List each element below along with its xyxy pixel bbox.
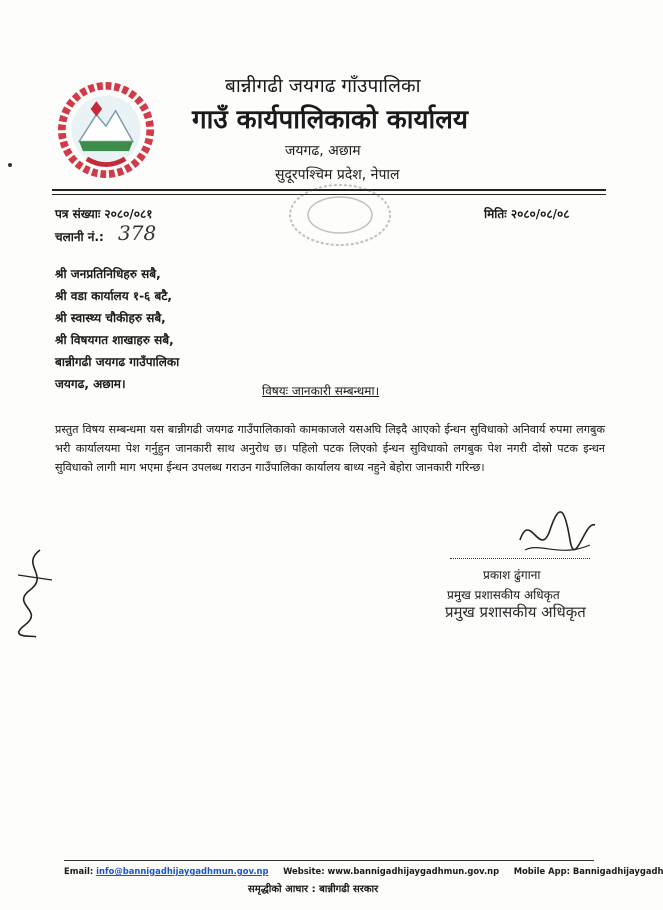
address-line-1: जयगढ, अछाम <box>285 143 361 159</box>
reference-number: पत्र संख्याः २०८०/०८१ <box>55 207 153 221</box>
recipient-line: बान्नीगढी जयगढ गाउँपालिका <box>55 355 180 369</box>
office-name: गाउँ कार्यपालिकाको कार्यालय <box>192 105 468 135</box>
address-line-2: सुदूरपश्चिम प्रदेश, नेपाल <box>275 167 400 183</box>
footer-contacts <box>64 866 663 876</box>
letter-date: मितिः २०८०/०८/०८ <box>484 207 570 221</box>
footer-mobile-app: Mobile App: Bannigadhijaygadh <box>513 866 663 876</box>
dispatch-number-label: चलानी नं.: <box>55 230 104 244</box>
municipality-name: बान्नीगढी जयगढ गाँउपालिका <box>225 75 421 97</box>
nepal-emblem-icon <box>58 82 154 178</box>
recipient-line: श्री वडा कार्यालय १-६ बटै, <box>55 289 172 303</box>
letter-body: प्रस्तुत विषय सम्बन्धमा यस बान्नीगढी जयगढ गाउँपालिकाको कामकाजले यसअघि लिइदै आएको ईन्धन सुविधाको अनिवार्य रुपमा लगबुक भरी कार्यालयमा पेश गर्नुहुन जानकारी साथ अनुरोध छ। पहिलो पटक लिएको ईन्धन सुविधाको लगबुक पेश नगरी दोस्रो पटक इन्धन सुविधाको लागी माग भएमा ईन्धन उपलब्ध गराउन गाउँपालिका कार्यालय बाध्य नहुने बेहोरा जानकारी गरिन्छ। <box>55 423 605 474</box>
footer-email-label: Email: <box>64 866 94 876</box>
recipient-line: श्री स्वास्थ्य चौकीहरु सबै, <box>55 311 166 325</box>
signer-name: प्रकाश ढुंगाना <box>483 568 541 582</box>
dispatch-number-handwritten: 378 <box>118 221 157 245</box>
margin-signature-icon <box>10 545 60 640</box>
letter-subject: विषयः जानकारी सम्बन्धमा। <box>262 384 380 398</box>
signer-title-stamp: प्रमुख प्रशासकीय अधिकृत <box>445 603 586 621</box>
office-stamp-icon <box>285 180 395 250</box>
footer-website[interactable]: Website: www.bannigadhijaygadhmun.gov.np <box>283 866 500 876</box>
signature-icon <box>510 500 600 570</box>
recipient-line: श्री जनप्रतिनिधिहरु सबै, <box>55 267 161 281</box>
recipient-line: श्री विषयगत शाखाहरु सबै, <box>55 333 174 347</box>
margin-dot <box>8 163 12 167</box>
footer-email-link[interactable]: info@bannigadhijaygadhmun.gov.np <box>96 866 269 876</box>
recipient-line: जयगढ, अछाम। <box>55 377 126 391</box>
signer-title: प्रमुख प्रशासकीय अधिकृत <box>447 588 560 602</box>
footer-rule <box>64 860 594 861</box>
footer-motto: समृद्धीको आधार : बान्नीगढी सरकार <box>248 884 379 895</box>
signature-line <box>450 548 590 559</box>
